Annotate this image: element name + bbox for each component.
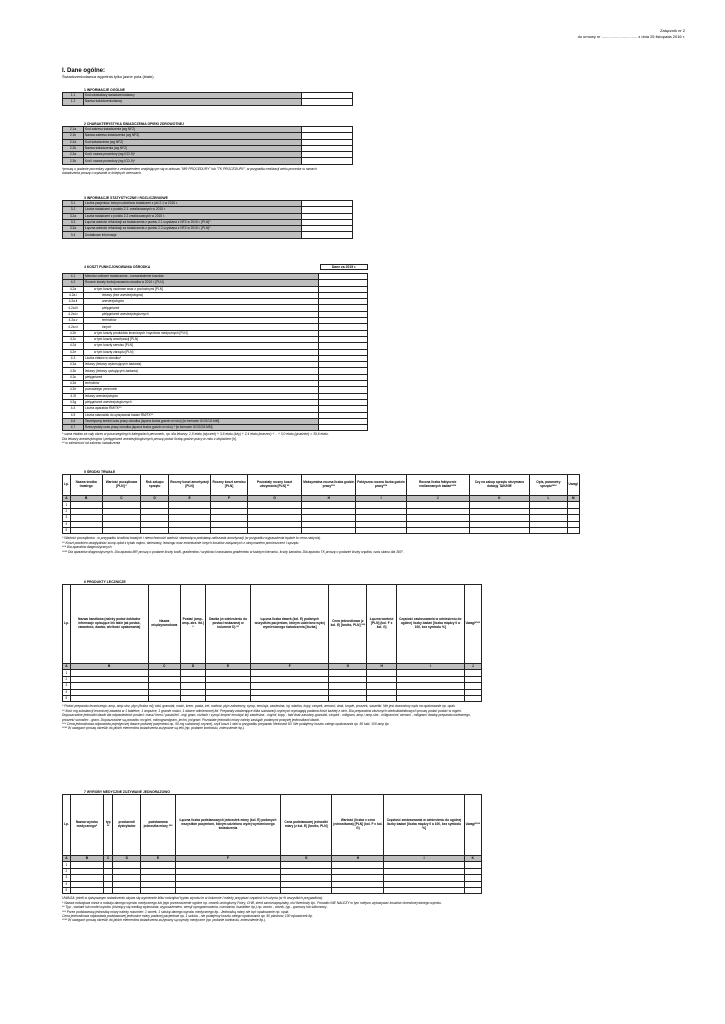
row-code: 4.2b	[63, 330, 84, 336]
column-letter: B	[70, 664, 148, 670]
column-letter: A	[63, 856, 71, 862]
column-header: Lp.	[63, 585, 71, 664]
column-letter: K	[469, 496, 530, 502]
row-code: 4.2a.iii	[63, 305, 84, 311]
column-header: Maksymalna roczna liczba godzin pracy***	[302, 475, 356, 496]
row-label: techników	[84, 381, 319, 387]
table-row	[63, 527, 580, 533]
header-row	[63, 475, 580, 496]
column-letter: L	[530, 496, 567, 502]
section-title: I. Dane ogólne:	[62, 68, 106, 74]
row-label: Liczba świadczeń z punktu 2.1. zrealizowanych w 2015 r.	[84, 207, 302, 213]
row-code: 4.2a.v	[63, 318, 84, 324]
column-header: Uwagi	[567, 475, 580, 496]
input-cell[interactable]	[397, 695, 465, 701]
row-code: 4.2a.ii	[63, 299, 84, 305]
column-header: Roczny koszt serwisu [PLN]	[211, 475, 248, 496]
row-code: 4.3	[63, 355, 84, 361]
row-label: Liczba stanowisk do opisywania badań RM/TK**	[84, 412, 319, 418]
table-title: 7 WYROBY MEDYCZNE ZUŻYWANE JEDNORAZOWO	[84, 790, 171, 794]
column-letter: I	[356, 496, 406, 502]
column-letter: E	[168, 496, 210, 502]
footnote: *** Cena jednostkowa odpowiada pojedynczej dawce podanej pacjentowi np. 50 mg substancji czynnej, czyli koszt 1 tabl w przypadku preparatu Metocard 50. Nie podajemy kosztu całego opakowania np. 50 tabl. 100 amp itp.	[62, 721, 390, 726]
row-number: 2	[63, 676, 71, 682]
footnote: ** Ilość mg substancji leczniczej zawarta w 1 tabletce, 1 ampułce, 1 gramie maści, 1 dawce odmierzonej itd. Preparaty zawierające kilka substancji czynnych wymagają podania ilości każdej z nich. Dla preparatów złożonych wieloskładnikowych proszę podać postać w mg/ml.	[62, 708, 462, 713]
column-header: Lp.	[63, 795, 71, 856]
table-title: 5 ŚRODKI TRWAŁE	[84, 470, 116, 474]
row-label: Nazwa świadczenia (wg NFZ)	[84, 145, 302, 151]
column-header: Faktyczna roczna liczba godzin pracy***	[356, 475, 406, 496]
input-cell[interactable]	[356, 527, 406, 533]
column-header: Nazwa środka trwałego	[70, 475, 102, 496]
value-input-cell[interactable]	[319, 425, 368, 431]
table-row	[63, 232, 353, 238]
column-header: Wartość (liczba x cena jednostkowa) [PLN] (kol. F x kol. G)	[332, 795, 384, 856]
row-code: 1.2	[63, 99, 84, 105]
year-column-header: Dane za 2015 r.	[320, 264, 368, 270]
footnote: * Wartość początkowa - w przypadku środków trwałych i nieruchomości wartość stanowiąca podstawę naliczania amortyzacji (w przypadku wypasażenia będzie to cena nabycia).	[62, 536, 322, 541]
row-code: 4.2e	[63, 349, 84, 355]
header-row	[63, 585, 482, 664]
column-letter: E	[141, 856, 176, 862]
row-label: Łączna wartość refundacji za świadczenia z punktu 2.1 uzyskana z NFZ w 2015 r. [PLN]*	[84, 219, 302, 225]
input-cell[interactable]	[302, 527, 356, 533]
column-letter: M	[567, 496, 580, 502]
column-header: Opis, parametry sprzętu****	[530, 475, 567, 496]
row-label: Kod świadczenia (wg NFZ)	[84, 139, 302, 145]
input-cell[interactable]	[464, 887, 481, 893]
input-cell[interactable]	[530, 527, 567, 533]
row-code: 4.2a.iv	[63, 311, 84, 317]
service-characteristics-table	[62, 126, 353, 165]
column-header: Rok zakupu sprzętu	[141, 475, 169, 496]
column-header: producent/ dystrybutor	[113, 795, 141, 856]
column-letter: C	[148, 664, 180, 670]
table-note: * suma etatów za cały okres w poszczególnych kategoriach personelu, np. dla lekarzy: 1,5 etatu (styczeń) + 3,6 etatu (luty) + 2,4 etatu (marzec) + .. + 3,0 etatu (grudzień) = 39,6 etatu. Dla lekarzy anestezjologów i pielęgniarek anestezjologicznych proszę podać liczbę godzin pracy w roku z dopiskiem [h].	[62, 432, 329, 441]
input-cell[interactable]	[102, 527, 141, 533]
column-header: Częstość zastosowania w odniesieniu do ogólnej liczby badań [liczba między 0 a 100, bez symbolu %]	[384, 795, 464, 856]
service-characteristics-block	[62, 122, 353, 176]
row-label: w tym koszty produktów leczniczych i wyrobów medycznych [PLN]	[84, 330, 319, 336]
table-notes	[62, 896, 482, 922]
column-letter: D	[181, 664, 206, 670]
footnote: *** Dla aparatów diagnostycznych.	[62, 545, 113, 550]
column-header: Wartość początkowa [PLN] *	[102, 475, 141, 496]
row-label: Metoda rozliczeń świadczenia - rozwarstwienie kosztów	[84, 274, 319, 280]
footnote: ** Typ - wariant lub model wyrobu (różniący się według wykonania, wyposażeniem, wersji oprogramowania, rozmiarów, kształtem itp.) np. worko - ciwnik, typ - gumowy lub silikonowy .	[62, 905, 329, 910]
input-cell[interactable]	[205, 695, 250, 701]
row-label: Teoretyczny średni czas pracy ośrodka (łączna liczba godzin w roku) [w formacie GGGGG:MM]	[84, 418, 319, 424]
row-code: 3.1	[63, 201, 84, 207]
column-header: typ **	[104, 795, 113, 856]
column-letter: D	[141, 496, 169, 502]
row-code: 2.2a	[63, 139, 84, 145]
footnote: UWAGA: jeżeli w opisywanym świadczeniu używa się wymiennie kilku rodzajów/ typów wyrobu to w kolumnie I należy przypisać częstość ich użycia (w % wszystkich przypadków)	[62, 896, 323, 901]
column-letter: H	[367, 664, 397, 670]
row-code: 4.2	[63, 280, 84, 286]
statistics-table	[62, 200, 353, 239]
column-header: Czy na zakup sprzętu otrzymano dotację TAK/NIE	[469, 475, 530, 496]
row-label: Liczba etatów w ośrodku*	[84, 355, 319, 361]
column-header: Nazwa wyrobu medycznego*	[70, 795, 103, 856]
row-code: 3.2a	[63, 213, 84, 219]
column-letter: J	[464, 664, 481, 670]
row-number: 5	[63, 887, 71, 893]
row-label: w tym koszty amortyzacji [PLN]	[84, 336, 319, 342]
column-letter: F	[175, 856, 280, 862]
row-code: 4.2a	[63, 286, 84, 292]
row-code: 4.3b	[63, 368, 84, 374]
footnote: Cena jednostkowa odpowiada podstawowej jednostce miary podanej pacjentowi np. 1 sztuka - nie podajemy kosztu całego opakowania np. 50 plastrów, 100 rękawiczek itp.	[62, 913, 313, 918]
row-label: Kod zakresu świadczenia (wg NFZ)	[84, 127, 302, 133]
footnote: * Podać preparatu leczniczego: amp, amp-strz, płyn (liczba ml), tabl, granulat, maść, krem, pasta, żel, roztwór, płyn zatrzewny, syrop, emulsja, zawiesina, inj, włańka, kopy, czopek, aerozol, draż, krople, proszek, saszetki. Nie jest dozwolony wpis na opakowanie np. opak.	[62, 704, 456, 709]
column-header: Postać (amp., amp.-strz. itd.) *	[181, 585, 206, 664]
column-letter: A	[63, 664, 71, 670]
column-letter: A	[63, 496, 71, 502]
medical-devices-table	[62, 794, 482, 894]
column-letter: J	[406, 496, 469, 502]
column-header: Częstość zastosowania w odniesieniu do ogólnej liczby badań [liczba między 0 a 100, bez symbolu %]	[397, 585, 465, 664]
row-label: Nazwa świadczeniodawcy	[84, 99, 302, 105]
column-letter: B	[70, 496, 102, 502]
contract-reference: do umowy nr ................................ z dnia 25 listopada 2016 r.	[577, 34, 685, 39]
row-label: w tym koszty serwisu [PLN]	[84, 343, 319, 349]
row-code: 4.7	[63, 425, 84, 431]
footnote: Dopuszczalne jednostki dawki dla odpowiednich postaci: mass/ krem / pasta/żel - mg/ gram, roztwór / syrop/ krople/ emulsja/ inj/ zawiesina - mg/ml, kopy - tabl draż-zasobny-granulat, czopek - miligram, amp / amp-strz - miligram/ml, aerozol - miligram/ dawkę preparatu wziewnego, proszek/ surowiec - gram. Dopuszczalne są ponadto: mcg/ml, mikrogram/gram, jm/ml, jm/gram. Pozostałe jednostki miary należy zastąpić podanymi powyżej jednostkami dawki.	[62, 713, 471, 722]
row-code: 2.3b	[63, 158, 84, 164]
row-code: 4.1	[63, 274, 84, 280]
row-code: 4.4	[63, 406, 84, 412]
column-header: Cena jednostkowa (z kol. E) [brutto, PLN] ***	[329, 585, 367, 664]
input-cell[interactable]	[406, 527, 469, 533]
input-cell[interactable]	[384, 887, 464, 893]
table-row	[63, 158, 353, 164]
row-label: w tym koszty osobowe wraz z pochodnymi [PLN]	[84, 286, 319, 292]
column-header: Łączna liczba dawek (kol. E) podanych wszystkim pacjentom, którym udzielono wyżej wymienionego świadczenia [liczba]	[251, 585, 329, 664]
row-code: 4.3c	[63, 374, 84, 380]
row-code: 4.3f	[63, 393, 84, 399]
input-cell[interactable]	[332, 887, 384, 893]
row-code: 4.3e	[63, 387, 84, 393]
row-label: lekarzy (bez anestezjologów)	[84, 292, 319, 298]
footnote: ** Koszt powinien uwzględniać sumę opłat z tytułu najmu, dzierżawy, leasingu oraz ewentualnie innych kosztów związanych z utrzymaniem pomieszczeń i sprzętu.	[62, 540, 300, 545]
medicinal-products-table	[62, 584, 482, 702]
statistics-block	[62, 196, 353, 239]
attachment-label: Załącznik nr 2	[660, 28, 685, 33]
row-label: innych	[84, 324, 319, 330]
footnote: **** W uwagach proszę określić do jakich elementów świadczenia zużywane są leki (np. podanie kontrastu, znieczulenie itp.).	[62, 726, 245, 731]
column-letter: G	[329, 664, 367, 670]
row-code: 2.1b	[63, 133, 84, 139]
row-label: lekarzy (lekarzy opisujących badania)	[84, 368, 319, 374]
column-header: Nazwa handlowa (należy podać dokładne informacje opisujące lek takie jak postać, zawartość, dawka, wielkość opakowania)	[70, 585, 148, 664]
column-letter: H	[332, 856, 384, 862]
input-cell[interactable]	[70, 527, 102, 533]
medicinal-products-block	[62, 580, 482, 731]
row-code: 3.2	[63, 207, 84, 213]
input-cell[interactable]	[175, 887, 280, 893]
medical-devices-block	[62, 790, 482, 923]
column-letter: I	[397, 664, 465, 670]
fixed-assets-table	[62, 474, 580, 534]
row-label: Liczba świadczeń z punktu 2.2 zrealizowanych w 2015 r.	[84, 213, 302, 219]
value-input-cell[interactable]	[302, 232, 353, 238]
row-code: 2.3a	[63, 152, 84, 158]
table-row	[63, 99, 353, 105]
row-number: 4	[63, 689, 71, 695]
column-letter: G	[280, 856, 331, 862]
row-number: 3	[63, 683, 71, 689]
row-label: Liczba aparatów RM/TK**	[84, 406, 319, 412]
document-header	[578, 28, 685, 40]
row-label: pielęgniarek	[84, 305, 319, 311]
input-cell[interactable]	[464, 695, 481, 701]
row-number: 3	[63, 875, 71, 881]
row-label: lekarzy (lekarzy wykonujących badania)	[84, 362, 319, 368]
row-code: 2.2b	[63, 145, 84, 151]
column-letter: F	[251, 664, 329, 670]
row-label: Liczba pacjentów, którym udzielono świadczeń z pkt 2.1 w 2015 r.	[84, 201, 302, 207]
row-label: Rzeczywisty czas pracy ośrodka (łączna liczba godzin w roku) * [w formacie GGGGG:MM]	[84, 425, 319, 431]
column-letter: H	[302, 496, 356, 502]
row-code: 4.6	[63, 418, 84, 424]
input-cell[interactable]	[70, 887, 103, 893]
column-header: podstawowa jednostka miary ***	[141, 795, 176, 856]
row-code: 1.1	[63, 93, 84, 99]
row-code: 4.2a.i	[63, 292, 84, 298]
column-header: Roczny koszt amortyzacji [PLN]	[168, 475, 210, 496]
row-label: techników	[84, 318, 319, 324]
row-label: w tym koszty zarządu [PLN]	[84, 349, 319, 355]
column-letter: D	[113, 856, 141, 862]
input-cell[interactable]	[113, 887, 141, 893]
row-code: 3.3a	[63, 226, 84, 232]
column-header: Uwagi****	[464, 795, 481, 856]
input-cell[interactable]	[168, 527, 210, 533]
input-cell[interactable]	[141, 887, 176, 893]
input-cell[interactable]	[211, 527, 248, 533]
column-header: Cena podstawowej jednostki miary (z kol. E) [brutto, PLN]	[280, 795, 331, 856]
row-number: 4	[63, 881, 71, 887]
value-input-cell[interactable]	[302, 99, 353, 105]
column-header: Nazwa międzynarodowa	[148, 585, 180, 664]
row-code: 4.3a	[63, 362, 84, 368]
input-cell[interactable]	[251, 695, 329, 701]
row-number: 1	[63, 862, 71, 868]
column-letter: E	[205, 664, 250, 670]
column-header: Uwagi****	[464, 585, 481, 664]
row-label: Roczne koszty funkcjonowania ośrodka w 2015 r. [PLN]	[84, 280, 319, 286]
row-number: 1	[63, 670, 71, 676]
footnote: **** Dla aparatów diagnostycznych. Dla aparatu MR proszę o podanie liczby kodli, gradientów i szybkości narastania gradientów w każdym kierunku, liczby kanałów. Dla aparatu TK proszę o podanie liczby rzędów, czas skanu dla 360°.	[62, 549, 404, 554]
row-number: 2	[63, 508, 71, 514]
fixed-assets-block	[62, 470, 582, 554]
input-cell[interactable]	[469, 527, 530, 533]
row-code: 4.3g	[63, 399, 84, 405]
table-row	[63, 887, 482, 893]
center-costs-block	[62, 255, 368, 446]
row-label: Łączna wartość refundacji za świadczenia z punktu 2.2 uzyskana z NFZ w 2015 r. [PLN]*	[84, 226, 302, 232]
input-cell[interactable]	[148, 695, 180, 701]
column-letter: C	[102, 496, 141, 502]
column-letter: B	[70, 856, 103, 862]
row-number: 5	[63, 695, 71, 701]
row-label: pielęgniarek anestezjologicznych	[84, 311, 319, 317]
input-cell[interactable]	[141, 527, 169, 533]
row-label: anestezjologów	[84, 299, 319, 305]
row-number: 2	[63, 868, 71, 874]
column-header: Roczna liczba faktycznie realizowanych badań****	[406, 475, 469, 496]
row-code: 4.2c	[63, 336, 84, 342]
row-label: pielęgniarek	[84, 374, 319, 380]
table-row	[63, 695, 482, 701]
input-cell[interactable]	[567, 527, 580, 533]
table-notes	[62, 536, 582, 554]
input-cell[interactable]	[181, 695, 206, 701]
row-label: Kod i nazwa procedury (wg ICD-9)*	[84, 152, 302, 158]
general-data-section	[62, 68, 154, 79]
center-costs-table	[62, 273, 368, 431]
table-note: ** w zależności od zakresu świadczenia	[62, 441, 121, 446]
column-header: Łączna liczba podstawowych jednostek miary (kol. E) podanych wszystkim pacjentom, którym udzielono wyżej wymienionego świadczenia	[175, 795, 280, 856]
row-label: pielęgniarek anestezjologicznych	[84, 399, 319, 405]
column-letter: G	[247, 496, 301, 502]
row-code: 4.2a.vi	[63, 324, 84, 330]
row-number: 5	[63, 527, 71, 533]
column-letter: C	[104, 856, 113, 862]
column-header: Pozostały roczny koszt utrzymania [PLN] **	[247, 475, 301, 496]
section-subtitle: Świadczeniodawca wypełnia tylko jasne pola (białe)	[62, 74, 154, 79]
column-letter: I	[384, 856, 464, 862]
input-cell[interactable]	[70, 695, 148, 701]
column-letter: F	[211, 496, 248, 502]
footnote: **** W uwagach proszę określić do jakich elementów świadczenia zużywany są wyroby medyczne (np. podanie kontrastu, znieczulenie itp.).	[62, 918, 266, 923]
column-letter: K	[464, 856, 481, 862]
row-code: 3.3	[63, 219, 84, 225]
row-code: 3.4	[63, 232, 84, 238]
input-cell[interactable]	[247, 527, 301, 533]
column-header: Łączna wartość [PLN] (kol. F x kol. G)	[367, 585, 397, 664]
input-cell[interactable]	[104, 887, 113, 893]
input-cell[interactable]	[329, 695, 367, 701]
row-label: Nazwa zakresu świadczenia (wg NFZ)	[84, 133, 302, 139]
general-info-table	[62, 92, 353, 106]
row-label: Dodatkowe informacje	[84, 232, 302, 238]
column-header: Lp.	[63, 475, 71, 496]
general-info-block	[62, 88, 353, 106]
row-code: 4.5	[63, 412, 84, 418]
input-cell[interactable]	[280, 887, 331, 893]
row-label: Kod oddziałowy świadczeniodawcy	[84, 93, 302, 99]
header-row	[63, 795, 482, 856]
row-code: 2.1a	[63, 127, 84, 133]
table-title: 6 PRODUKTY LECZNICZE	[84, 580, 126, 584]
row-code: 4.3d	[63, 381, 84, 387]
table-note: *proszę o podanie procedury zgodnie z zestawieniem znajdującym się w arkuszu "MR PROCEDURY" lub "TK PROCEDURY", w przypadku realizacji wielu procedur w ramach świadczenia proszę o wpisanie w kolejnych wierszach.	[62, 166, 317, 176]
table-row	[63, 425, 368, 431]
row-label: lekarzy anestezjologów	[84, 393, 319, 399]
value-input-cell[interactable]	[302, 158, 353, 164]
row-label: pozostałego personelu	[84, 387, 319, 393]
row-number: 4	[63, 521, 71, 527]
table-title: 4 KOSZT FUNKCJONOWANIA OŚRODKA	[84, 265, 151, 269]
column-header: Dawka (w odniesieniu do postaci wskazanej w kolumnie D) **	[205, 585, 250, 664]
row-number: 1	[63, 502, 71, 508]
table-title: 3 INFORMACJE STATYSTYCZNE I ROZLICZENIOWE	[84, 196, 168, 200]
table-title: 2 CHARAKTERYSTYKA ŚWIADCZENIA OPIEKI ZDROWOTNEJ	[84, 122, 185, 126]
table-title: 1 INFORMACJE OGÓLNE	[84, 88, 125, 92]
row-code: 4.2d	[63, 343, 84, 349]
table-notes	[62, 704, 482, 730]
row-number: 3	[63, 515, 71, 521]
input-cell[interactable]	[367, 695, 397, 701]
footnote: * Nazwa rodzajowa minut a rodzaju danego wyrobu medycznego lub jego przeznaczenie ogólne np. cewnik urologiczny Foley, CHB, stent samorozprężalny, nici fizerkowy itp.. Ponadto NIE NALEŻY w tym miejscu wykazywać kosztów określonej danego wyrobu.	[62, 900, 442, 905]
row-label: Kod i nazwa procedury (wg ICD-9)*	[84, 158, 302, 164]
footnote: *** Przez podstawową jednostkę miary należy rozumieć: 1 worek, 1 sztukę danego wyrobu medycznego itp.. Jednostką miary nie być opakowanie np. opak.	[62, 909, 290, 914]
